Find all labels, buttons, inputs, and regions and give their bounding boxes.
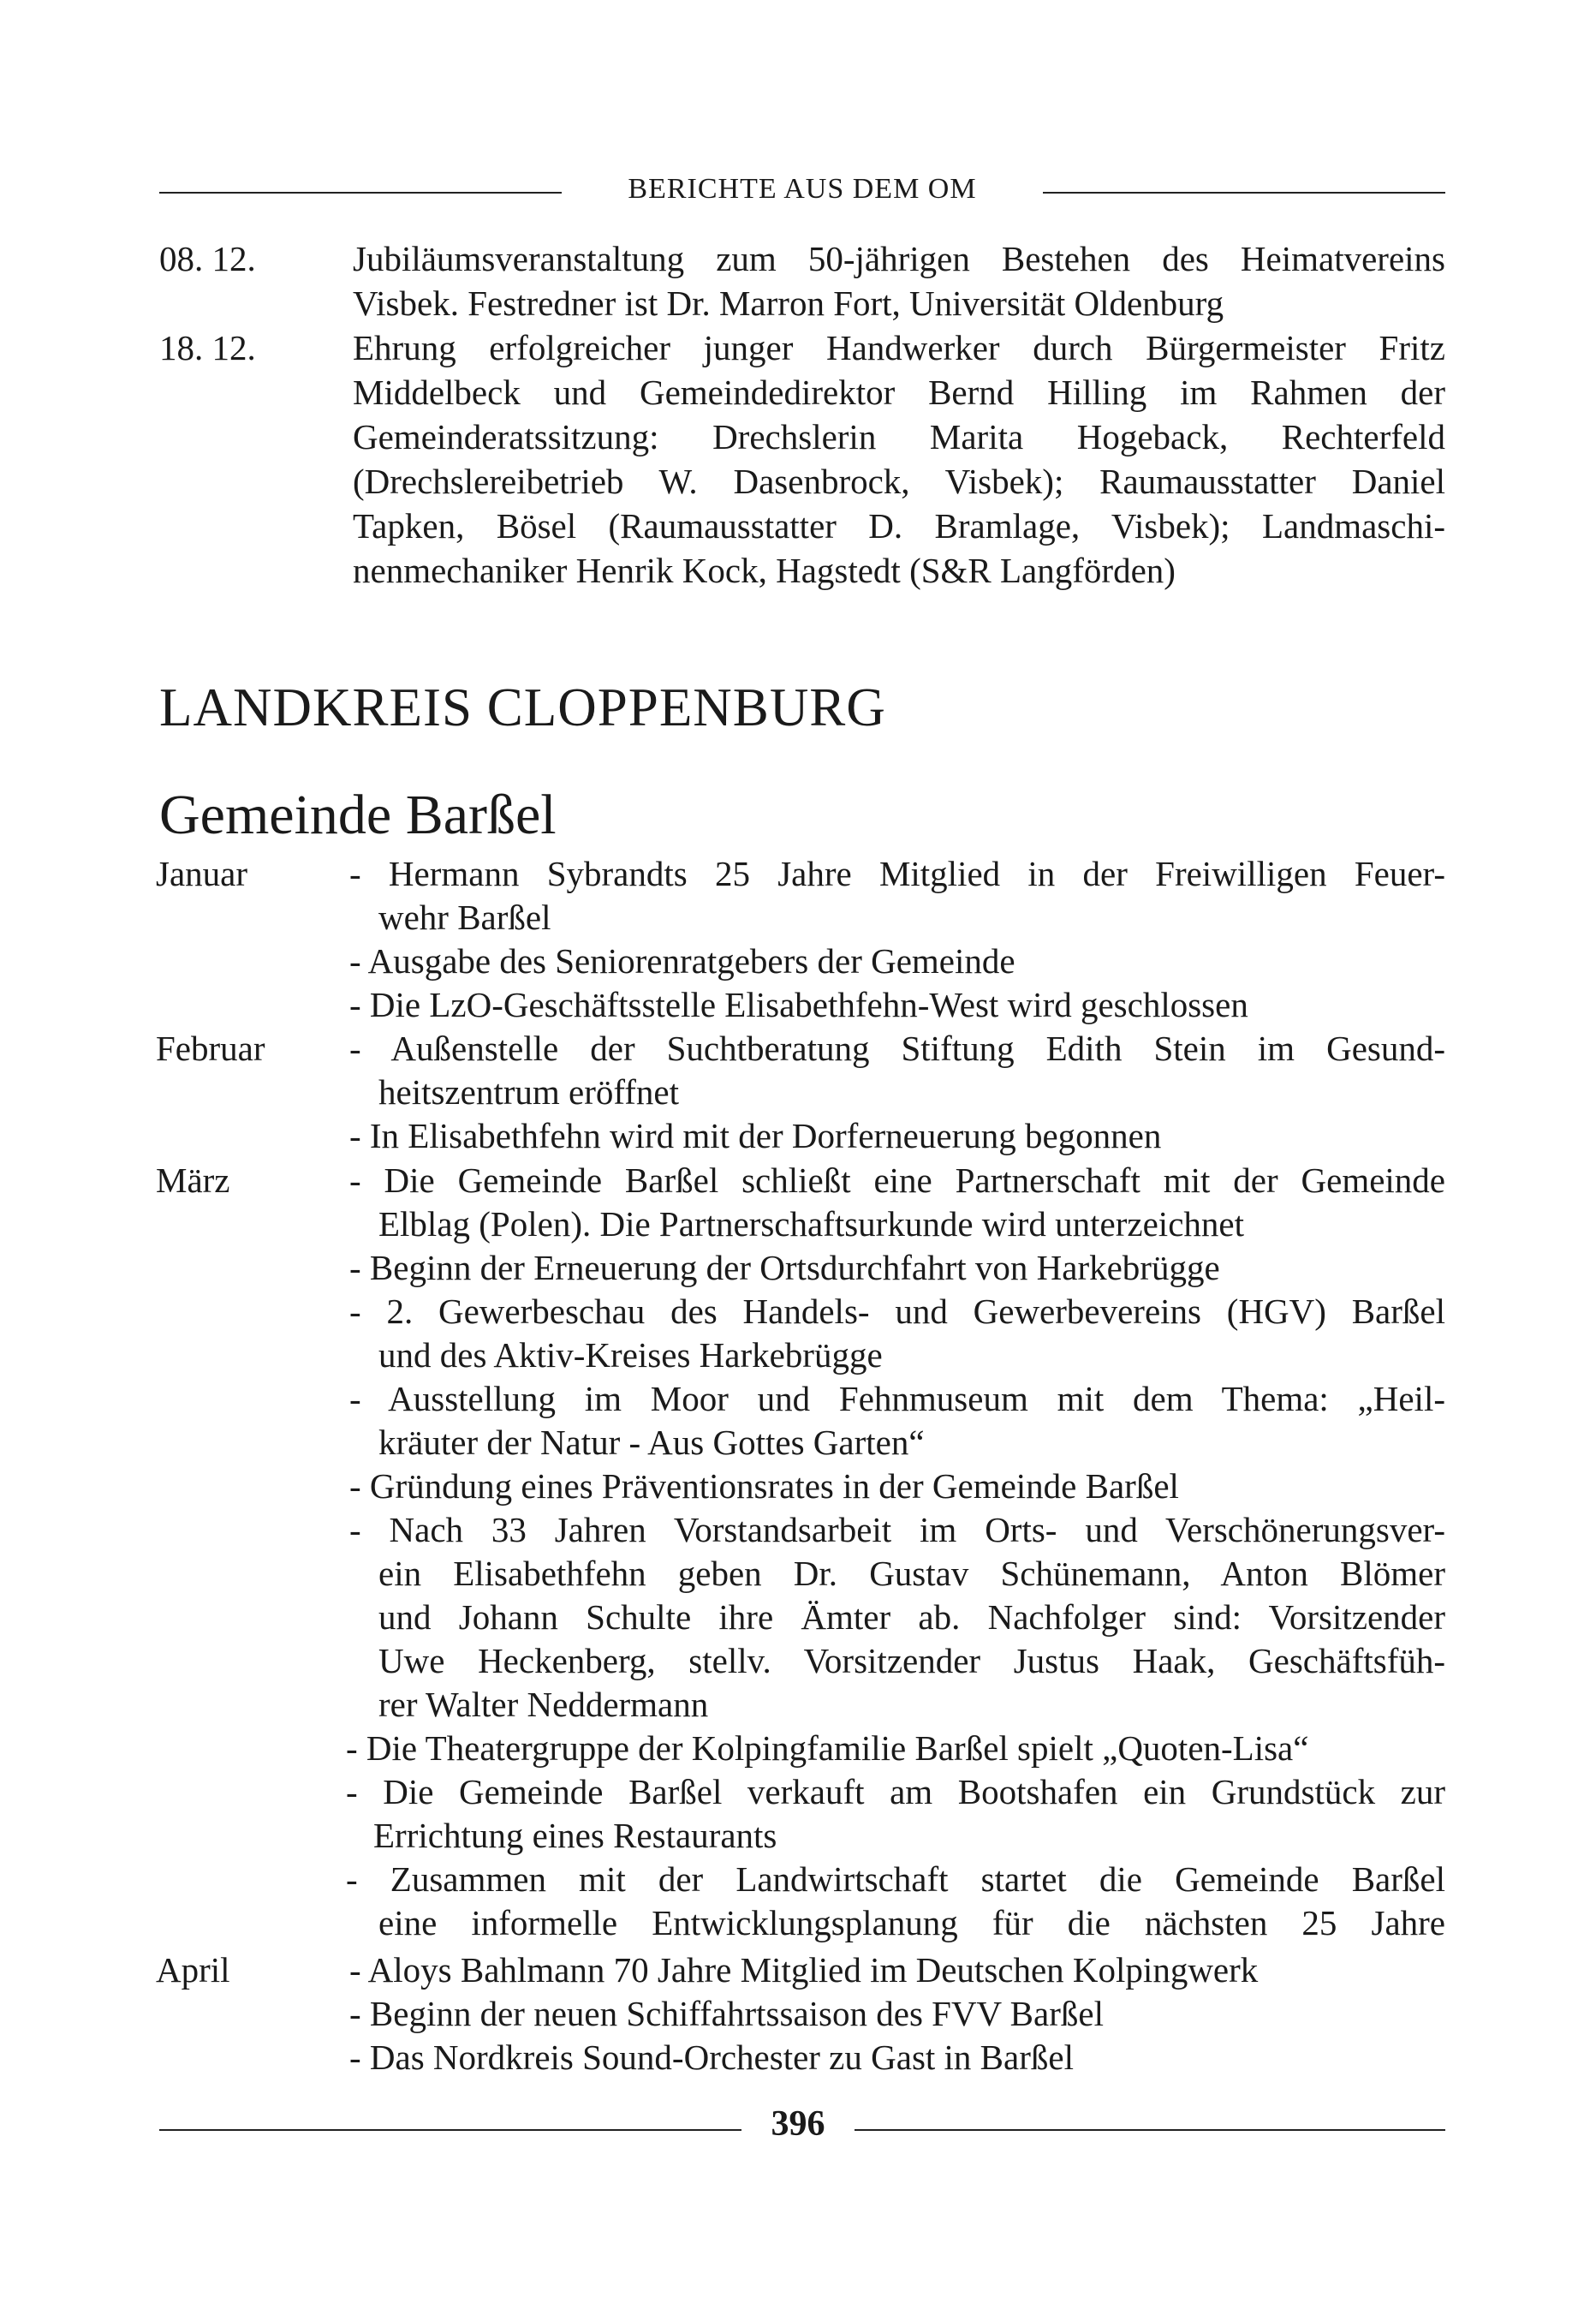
list-item: - Die Theatergruppe der Kolpingfamilie Barßel spielt „Quoten-Lisa“ bbox=[346, 1728, 1309, 1768]
list-item-continuation: wehr Barßel bbox=[378, 898, 551, 937]
list-item: - Aloys Bahlmann 70 Jahre Mitglied im Deutschen Kolpingwerk bbox=[349, 1950, 1259, 1990]
entry-line: Gemeinderatssitzung: Drechslerin Marita Hogeback, Rechterfeld bbox=[353, 417, 1445, 456]
footer-rule-right bbox=[855, 2129, 1445, 2131]
entry-date: 08. 12. bbox=[159, 239, 256, 278]
entry-line: nenmechaniker Henrik Kock, Hagstedt (S&R Langförden) bbox=[353, 551, 1176, 590]
month-label-maerz: März bbox=[156, 1160, 230, 1200]
list-item-continuation: Uwe Heckenberg, stellv. Vorsitzender Justus Haak, Geschäftsfüh- bbox=[378, 1641, 1445, 1680]
list-item: - Ausgabe des Seniorenratgebers der Gemeinde bbox=[349, 941, 1015, 981]
list-item: - Beginn der Erneuerung der Ortsdurchfahrt von Harkebrügge bbox=[349, 1248, 1220, 1287]
entry-line: (Drechslereibetrieb W. Dasenbrock, Visbek); Raumausstatter Daniel bbox=[353, 462, 1445, 501]
list-item: - Die LzO-Geschäftsstelle Elisabethfehn-West wird geschlossen bbox=[349, 985, 1248, 1024]
list-item-continuation: eine informelle Entwicklungsplanung für die nächsten 25 Jahre bbox=[378, 1903, 1445, 1942]
list-item: - Außenstelle der Suchtberatung Stiftung Edith Stein im Gesund- bbox=[349, 1029, 1445, 1068]
list-item-continuation: und Johann Schulte ihre Ämter ab. Nachfolger sind: Vorsitzender bbox=[378, 1597, 1445, 1637]
list-item-continuation: heitszentrum eröffnet bbox=[378, 1072, 680, 1112]
entry-line: Tapken, Bösel (Raumausstatter D. Bramlage, Visbek); Landmaschi- bbox=[353, 506, 1445, 546]
list-item: - In Elisabethfehn wird mit der Dorferneuerung begonnen bbox=[349, 1116, 1162, 1155]
list-item: - Zusammen mit der Landwirtschaft startet die Gemeinde Barßel bbox=[346, 1859, 1445, 1899]
list-item: - Beginn der neuen Schiffahrtssaison des FVV Barßel bbox=[349, 1994, 1104, 2033]
month-label-februar: Februar bbox=[156, 1029, 265, 1068]
header-rule-left bbox=[159, 192, 562, 194]
list-item-continuation: und des Aktiv-Kreises Harkebrügge bbox=[378, 1335, 883, 1375]
list-item: - Das Nordkreis Sound-Orchester zu Gast in Barßel bbox=[349, 2038, 1074, 2077]
list-item-continuation: ein Elisabethfehn geben Dr. Gustav Schünemann, Anton Blömer bbox=[378, 1554, 1445, 1593]
list-item: - Hermann Sybrandts 25 Jahre Mitglied in der Freiwilligen Feuer- bbox=[349, 854, 1445, 893]
month-label-april: April bbox=[156, 1950, 230, 1990]
entry-line: Middelbeck und Gemeindedirektor Bernd Hilling im Rahmen der bbox=[353, 373, 1445, 412]
list-item-continuation: rer Walter Neddermann bbox=[378, 1685, 709, 1724]
list-item-continuation: Elblag (Polen). Die Partnerschaftsurkunde wird unterzeichnet bbox=[378, 1204, 1244, 1244]
section-heading: LANDKREIS CLOPPENBURG bbox=[159, 677, 886, 737]
list-item-continuation: Errichtung eines Restaurants bbox=[373, 1816, 777, 1855]
entry-line: Visbek. Festredner ist Dr. Marron Fort, Universität Oldenburg bbox=[353, 283, 1224, 323]
list-item-continuation: kräuter der Natur - Aus Gottes Garten“ bbox=[378, 1423, 925, 1462]
list-item: - Ausstellung im Moor und Fehnmuseum mit dem Thema: „Heil- bbox=[349, 1379, 1445, 1418]
list-item: - Die Gemeinde Barßel verkauft am Bootshafen ein Grundstück zur bbox=[346, 1772, 1445, 1811]
list-item: - Gründung eines Präventionsrates in der Gemeinde Barßel bbox=[349, 1466, 1179, 1506]
header-rule-right bbox=[1043, 192, 1445, 194]
page-footer bbox=[159, 2100, 1445, 2151]
footer-rule-left bbox=[159, 2129, 741, 2131]
entry-line: Ehrung erfolgreicher junger Handwerker durch Bürgermeister Fritz bbox=[353, 328, 1445, 367]
running-title: BERICHTE AUS DEM OM bbox=[628, 173, 977, 205]
list-item: - Die Gemeinde Barßel schließt eine Partnerschaft mit der Gemeinde bbox=[349, 1160, 1445, 1200]
page-number: 396 bbox=[771, 2104, 825, 2144]
list-item: - 2. Gewerbeschau des Handels- und Gewerbevereins (HGV) Barßel bbox=[349, 1292, 1445, 1331]
month-label-januar: Januar bbox=[156, 854, 248, 893]
list-item: - Nach 33 Jahren Vorstandsarbeit im Orts- und Verschönerungsver- bbox=[349, 1510, 1445, 1549]
subsection-heading: Gemeinde Barßel bbox=[159, 784, 557, 846]
entry-date: 18. 12. bbox=[159, 328, 256, 367]
running-header bbox=[159, 168, 1445, 212]
entry-line: Jubiläumsveranstaltung zum 50-jährigen Bestehen des Heimatvereins bbox=[353, 239, 1445, 278]
